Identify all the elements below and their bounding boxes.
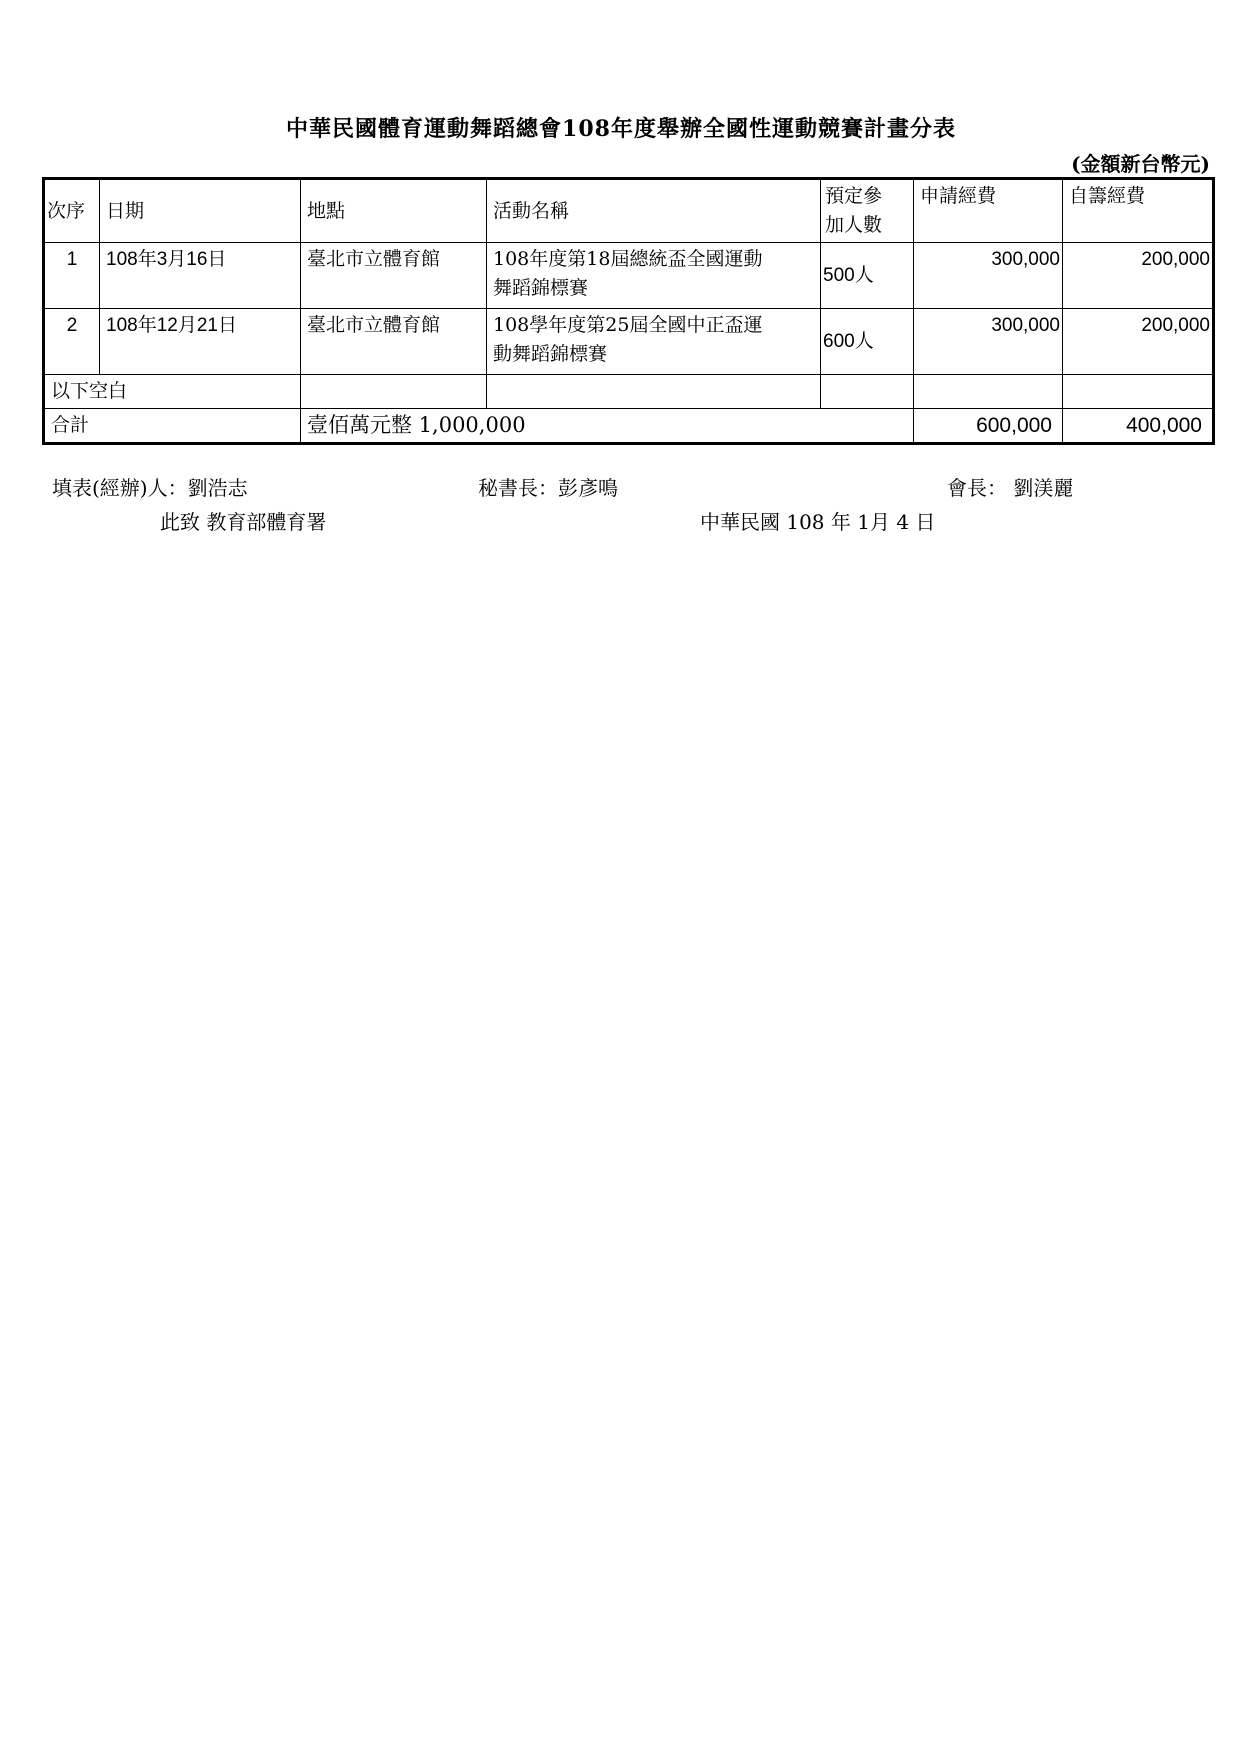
- row-location: 臺北市立體育館: [301, 243, 487, 309]
- addressee: 此致 教育部體育署: [160, 510, 327, 534]
- row-location: 臺北市立體育館: [301, 309, 487, 375]
- table-row: [44, 309, 1214, 375]
- row-applied-funds: 300,000: [914, 243, 1063, 309]
- currency-unit-note: (金額新台幣元): [1071, 152, 1210, 176]
- row-activity-line2: 舞蹈錦標賽: [493, 277, 589, 299]
- document-title: 中華民國體育運動舞蹈總會108年度舉辦全國性運動競賽計畫分表: [286, 116, 956, 142]
- row-activity-line2: 動舞蹈錦標賽: [493, 343, 608, 365]
- secretary-general: 秘書長：彭彥鳴: [478, 476, 618, 500]
- header-participants-line2: 加人數: [825, 214, 883, 236]
- total-row: [44, 409, 1214, 444]
- blank-cell: [821, 375, 914, 409]
- document-date: 中華民國 108 年 1月 4 日: [700, 510, 936, 534]
- competition-plan-table: [42, 177, 1215, 445]
- header-date: 日期: [100, 179, 301, 243]
- header-participants: [821, 179, 914, 243]
- row-participants: 500人: [821, 243, 914, 309]
- row-participants: 600人: [821, 309, 914, 375]
- header-participants-line1: 預定參: [825, 185, 883, 207]
- blank-row: [44, 375, 1214, 409]
- row-self-funds: 200,000: [1063, 243, 1214, 309]
- blank-row-label: 以下空白: [44, 375, 301, 409]
- row-self-funds: 200,000: [1063, 309, 1214, 375]
- blank-cell: [301, 375, 487, 409]
- header-activity: 活動名稱: [487, 179, 821, 243]
- header-applied-funds: 申請經費: [914, 179, 1063, 243]
- total-self-funds: 400,000: [1063, 409, 1214, 444]
- row-activity: [487, 309, 821, 375]
- row-seq: 2: [44, 309, 100, 375]
- header-self-funds: 自籌經費: [1063, 179, 1214, 243]
- total-amount-text: 壹佰萬元整 1,000,000: [301, 409, 914, 444]
- form-filler: 填表(經辦)人：劉浩志: [52, 476, 248, 500]
- header-location: 地點: [301, 179, 487, 243]
- row-seq: 1: [44, 243, 100, 309]
- chairman: 會長： 劉渼麗: [947, 476, 1074, 500]
- row-activity-line1: 108學年度第25屆全國中正盃運: [493, 314, 763, 336]
- blank-cell: [487, 375, 821, 409]
- table-header-row: [44, 179, 1214, 243]
- row-date: 108年3月16日: [100, 243, 301, 309]
- row-activity: [487, 243, 821, 309]
- row-activity-line1: 108年度第18屆總統盃全國運動: [493, 248, 763, 270]
- header-seq: 次序: [44, 179, 100, 243]
- total-applied-funds: 600,000: [914, 409, 1063, 444]
- total-label: 合計: [44, 409, 301, 444]
- row-applied-funds: 300,000: [914, 309, 1063, 375]
- table-row: [44, 243, 1214, 309]
- blank-cell: [1063, 375, 1214, 409]
- row-date: 108年12月21日: [100, 309, 301, 375]
- blank-cell: [914, 375, 1063, 409]
